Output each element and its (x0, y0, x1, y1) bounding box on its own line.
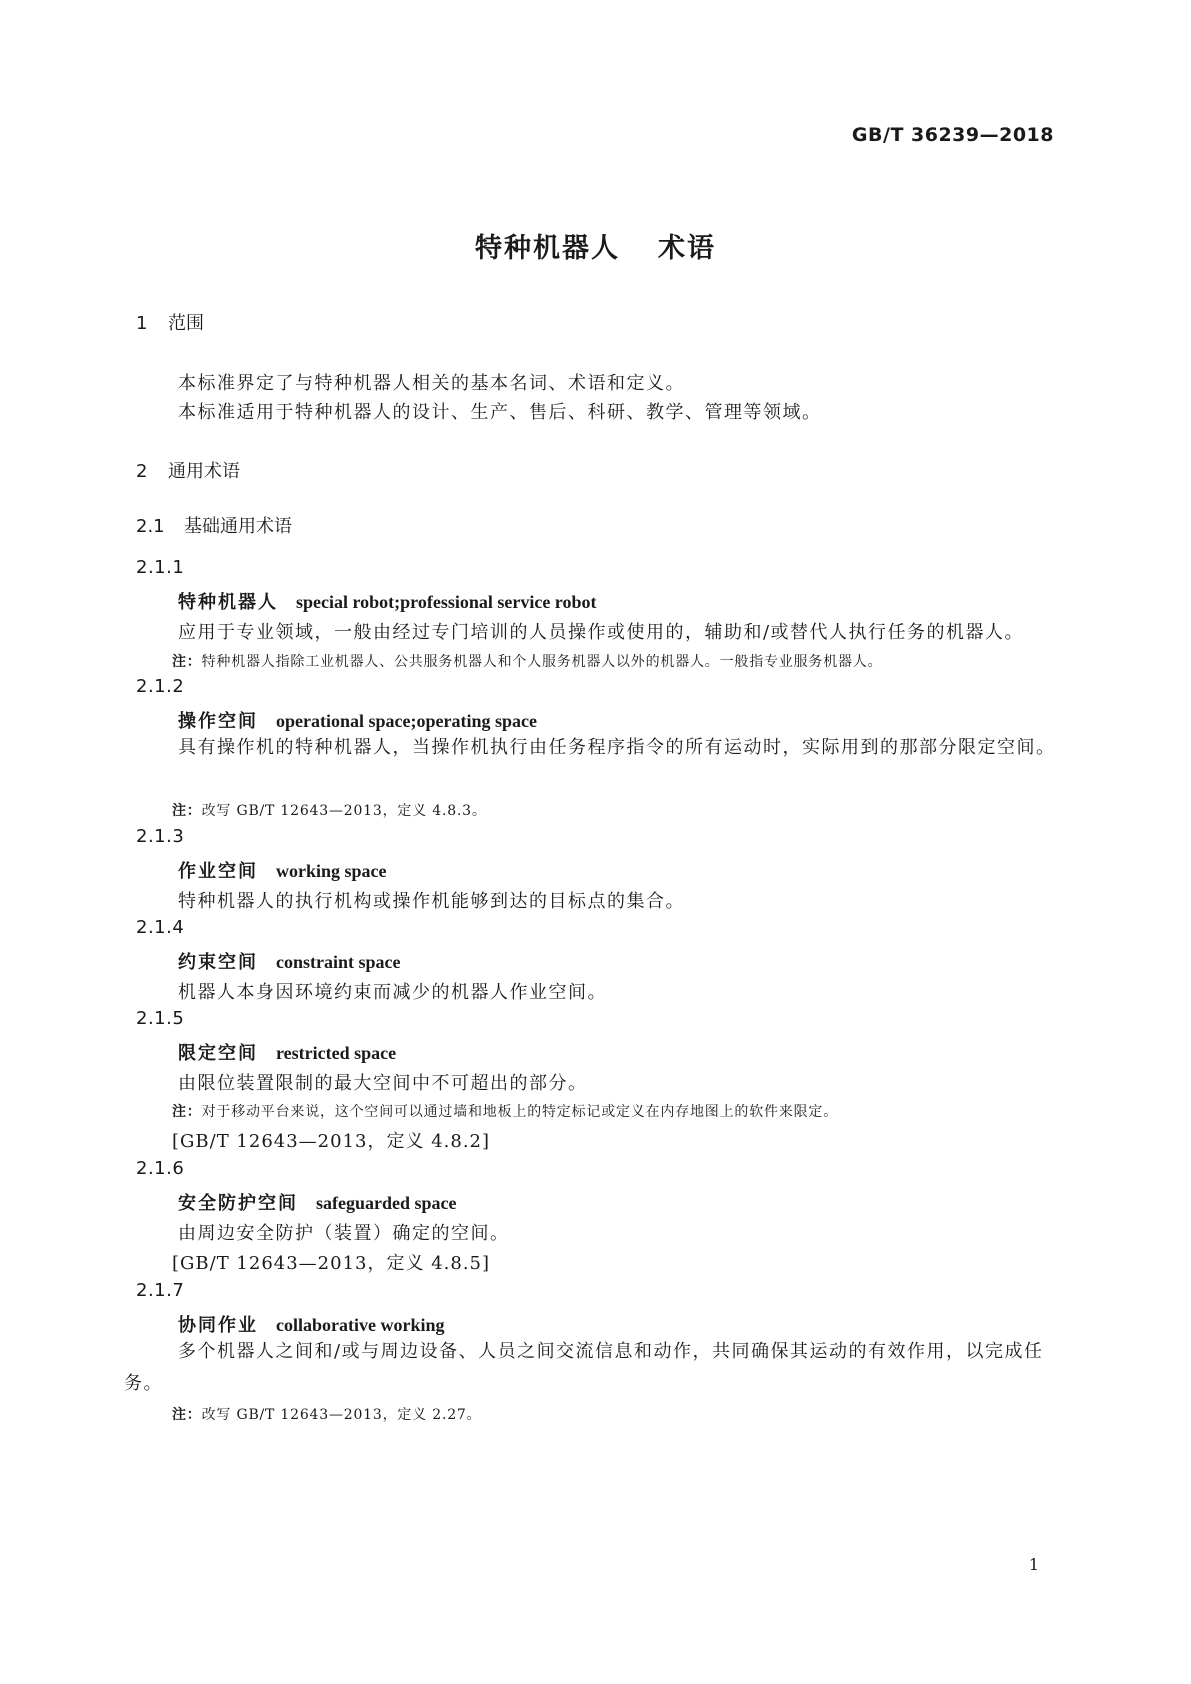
note-text: 改写 GB/T 12643—2013，定义 2.27。 (201, 1407, 482, 1423)
term-chinese: 协同作业 (178, 1315, 258, 1336)
section-number: 2 (136, 461, 148, 482)
term-chinese: 特种机器人 (178, 592, 278, 613)
standard-number: GB/T 36239—2018 (851, 124, 1054, 146)
term-definition: 具有操作机的特种机器人，当操作机执行由任务程序指令的所有运动时，实际用到的那部分限定空间。 (178, 737, 1056, 758)
section-1-heading (136, 309, 204, 335)
term-chinese: 安全防护空间 (178, 1193, 298, 1214)
clause-number: 2.1.5 (136, 1008, 185, 1029)
term-english: safeguarded space (316, 1193, 457, 1213)
clause-number: 2.1.4 (136, 917, 185, 938)
section-1-paragraph-2: 本标准适用于特种机器人的设计、生产、售后、科研、教学、管理等领域。 (178, 402, 822, 423)
clause-number: 2.1.2 (136, 676, 185, 697)
term-entry (178, 1189, 457, 1215)
term-english: constraint space (276, 952, 401, 972)
term-english: special robot;professional service robot (296, 592, 597, 612)
title-main: 特种机器人 (475, 233, 620, 264)
title-sub: 术语 (658, 233, 716, 264)
term-note (172, 651, 882, 671)
clause-number: 2.1.1 (136, 557, 185, 578)
clause-number: 2.1.6 (136, 1158, 185, 1179)
term-entry (178, 1039, 396, 1065)
term-chinese: 约束空间 (178, 952, 258, 973)
term-definition: 由周边安全防护（装置）确定的空间。 (178, 1223, 510, 1244)
term-english: collaborative working (276, 1315, 445, 1335)
document-title (0, 226, 1191, 265)
section-number: 2.1 (136, 516, 165, 537)
note-text: 特种机器人指除工业机器人、公共服务机器人和个人服务机器人以外的机器人。一般指专业服务机器人。 (201, 654, 883, 670)
term-entry (178, 857, 387, 883)
term-entry (178, 707, 537, 733)
term-english: restricted space (276, 1043, 397, 1063)
note-label: 注： (172, 654, 202, 670)
clause-number: 2.1.7 (136, 1280, 185, 1301)
term-definition: 由限位装置限制的最大空间中不可超出的部分。 (178, 1073, 588, 1094)
note-label: 注： (172, 1407, 202, 1423)
note-label: 注： (172, 803, 202, 819)
page-number: 1 (1028, 1555, 1039, 1574)
term-reference: [GB/T 12643—2013，定义 4.8.2] (172, 1131, 491, 1152)
section-2-1-heading (136, 512, 292, 538)
term-chinese: 操作空间 (178, 711, 258, 732)
term-note (172, 1404, 481, 1424)
note-text: 对于移动平台来说，这个空间可以通过墙和地板上的特定标记或定义在内存地图上的软件来限定。 (201, 1104, 839, 1120)
term-chinese: 限定空间 (178, 1043, 258, 1064)
clause-number: 2.1.3 (136, 826, 185, 847)
term-english: working space (276, 861, 387, 881)
section-2-heading (136, 457, 240, 483)
term-definition: 机器人本身因环境约束而减少的机器人作业空间。 (178, 982, 607, 1003)
term-english: operational space;operating space (276, 711, 537, 731)
section-1-paragraph-1: 本标准界定了与特种机器人相关的基本名词、术语和定义。 (178, 373, 685, 394)
note-text: 改写 GB/T 12643—2013，定义 4.8.3。 (201, 803, 487, 819)
term-entry (178, 948, 401, 974)
section-title: 范围 (168, 313, 204, 334)
section-title: 基础通用术语 (184, 516, 292, 537)
term-definition: 多个机器人之间和/或与周边设备、人员之间交流信息和动作，共同确保其运动的有效作用，以完成任务。 (124, 1341, 1044, 1394)
note-label: 注： (172, 1104, 202, 1120)
term-entry (178, 1311, 445, 1337)
term-entry (178, 588, 596, 614)
term-reference: [GB/T 12643—2013，定义 4.8.5] (172, 1253, 491, 1274)
section-number: 1 (136, 313, 148, 334)
section-title: 通用术语 (168, 461, 240, 482)
term-definition: 特种机器人的执行机构或操作机能够到达的目标点的集合。 (178, 891, 685, 912)
term-chinese: 作业空间 (178, 861, 258, 882)
term-note (172, 800, 487, 820)
term-note (172, 1101, 838, 1121)
term-definition: 应用于专业领域，一般由经过专门培训的人员操作或使用的，辅助和/或替代人执行任务的机器人。 (178, 622, 1025, 643)
